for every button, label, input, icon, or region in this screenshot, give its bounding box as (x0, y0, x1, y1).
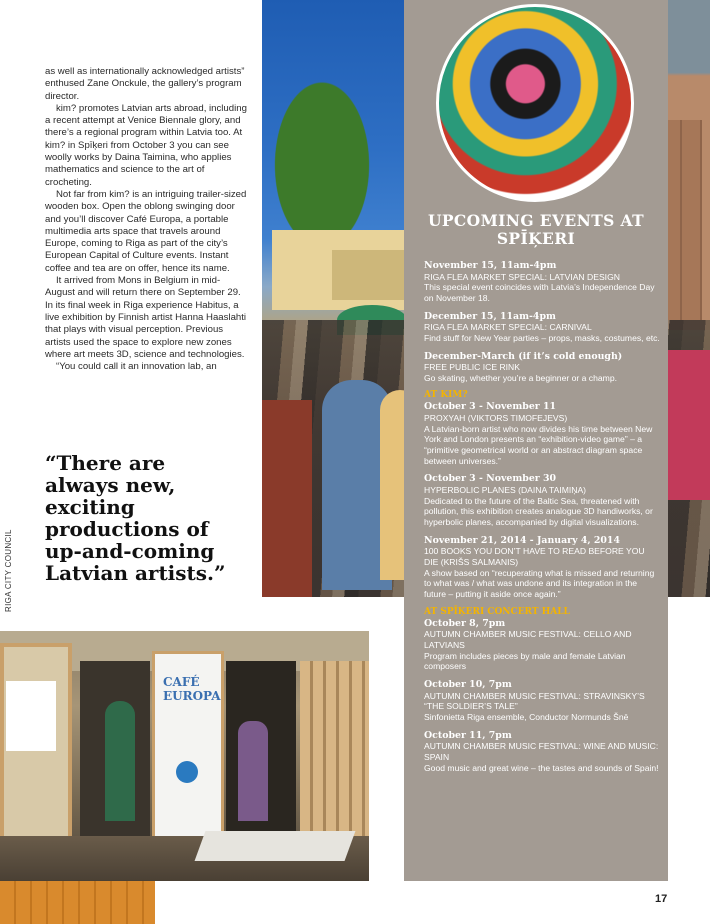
article-paragraph: as well as internationally acknowledged artists” enthused Zane Onckule, the gallery’s program director. (45, 66, 245, 102)
event-item (424, 535, 660, 600)
event-description: A show based on “recuperating what is missed and returning to what was / what was undone and its integration in the future – putting it aside once again.” (424, 567, 655, 600)
event-item (424, 311, 660, 344)
event-date: December 15, 11am-4pm (424, 310, 556, 322)
events-circle-photo (436, 4, 634, 202)
event-title: AUTUMN CHAMBER MUSIC FESTIVAL: CELLO AND LATVIANS (424, 629, 632, 650)
event-title: RIGA FLEA MARKET SPECIAL: CARNIVAL (424, 322, 592, 333)
event-item (424, 401, 660, 466)
event-description: Program includes pieces by male and female Latvian composers (424, 650, 626, 672)
event-description: This special event coincides with Latvia’s Independence Day on November 18. (424, 282, 655, 303)
event-item (424, 260, 660, 304)
event-title: AUTUMN CHAMBER MUSIC FESTIVAL: WINE AND MUSIC: SPAIN (424, 741, 659, 762)
pull-quote: “There are always new, exciting productions of up-and-coming Latvian artists.” (45, 451, 226, 585)
event-date: November 15, 11am-4pm (424, 260, 557, 271)
event-title: RIGA FLEA MARKET SPECIAL: LATVIAN DESIGN (424, 271, 620, 282)
cafe-sign: CAFÉ EUROPA (163, 675, 221, 703)
event-description: Good music and great wine – the tastes and sounds of Spain! (424, 762, 659, 773)
article-paragraph: “You could call it an innovation lab, an (56, 361, 217, 373)
event-date: October 8, 7pm (424, 617, 506, 629)
event-item (424, 679, 660, 723)
article-paragraph: kim? promotes Latvian arts abroad, including a recent attempt at Venice Biennale glory, and there’s a regional program within Latvia too. At kim? in Spīķeri from October 3 you can see woolly works by Daina Taimina, who applies mathematics and science to the art of crocheting. (45, 102, 247, 188)
page-number: 17 (655, 893, 668, 905)
event-description: Dedicated to the future of the Baltic Sea, threatened with pollution, this exhibition creates analogue 3D handiworks, or hyperbolic planes, accompanied by digital visualizations. (424, 495, 653, 528)
event-item (424, 351, 660, 384)
event-date: November 21, 2014 - January 4, 2014 (424, 534, 620, 546)
event-date: October 3 - November 30 (424, 473, 557, 485)
event-title: PROXYAH (VIKTORS TIMOFEJEVS) (424, 412, 568, 423)
event-date: October 3 - November 11 (424, 401, 557, 413)
events-list (424, 260, 660, 780)
article-body (45, 66, 250, 373)
event-description: A Latvian-born artist who now divides his time between New York and London presents an “exhibition-video game” – a “primitive geometrical world or an abstract diagram space between universes.” (424, 423, 653, 466)
event-title: AUTUMN CHAMBER MUSIC FESTIVAL: STRAVINSKY’S “THE SOLDIER’S TALE” (424, 690, 645, 712)
orange-decor-strip (0, 881, 155, 924)
event-item (424, 618, 660, 672)
event-description: Sinfonietta Riga ensemble, Conductor Normunds Šnē (424, 711, 629, 722)
article-paragraph: It arrived from Mons in Belgium in mid-August and will return there on September 29. In its final week in Riga experience Habitus, a live exhibition by Finnish artist Hanna Haaslahti that plays with visual perception. Previous artists used the space to explore new zones where art meets 3D, science and technologies. (45, 275, 247, 360)
venue-heading-kim: AT KIM? (424, 390, 468, 401)
article-paragraph: Not far from kim? is an intriguing trailer-sized wooden box. Open the oblong swinging door and you’ll discover Café Europa, a portable multimedia arts space that travels around Europe, coming to Riga as part of the city’s European Capital of Culture events. Instant coffee and tea are on offer, hence its name. (45, 188, 247, 274)
venue-heading-concert-hall: AT SPĪĶERI CONCERT HALL (424, 606, 570, 617)
event-title: 100 BOOKS YOU DON’T HAVE TO READ BEFORE YOU DIE (KRIŠS SALMANIS) (424, 546, 645, 567)
photo-credit: RIGA CITY COUNCIL (4, 529, 13, 612)
event-description: Find stuff for New Year parties – props, masks, costumes, etc. (424, 332, 660, 343)
event-item (424, 730, 660, 774)
event-title: FREE PUBLIC ICE RINK (424, 362, 520, 373)
event-date: December-March (if it’s cold enough) (424, 350, 623, 362)
events-title: UPCOMING EVENTS AT SPĪĶERI (427, 211, 645, 248)
cafe-europa-photo (0, 631, 369, 881)
event-date: October 10, 7pm (424, 679, 512, 691)
event-item (424, 473, 660, 527)
event-description: Go skating, whether you’re a beginner or a champ. (424, 372, 617, 383)
event-title: HYPERBOLIC PLANES (DAINA TAIMIŅA) (424, 484, 587, 495)
event-date: October 11, 7pm (424, 729, 512, 741)
